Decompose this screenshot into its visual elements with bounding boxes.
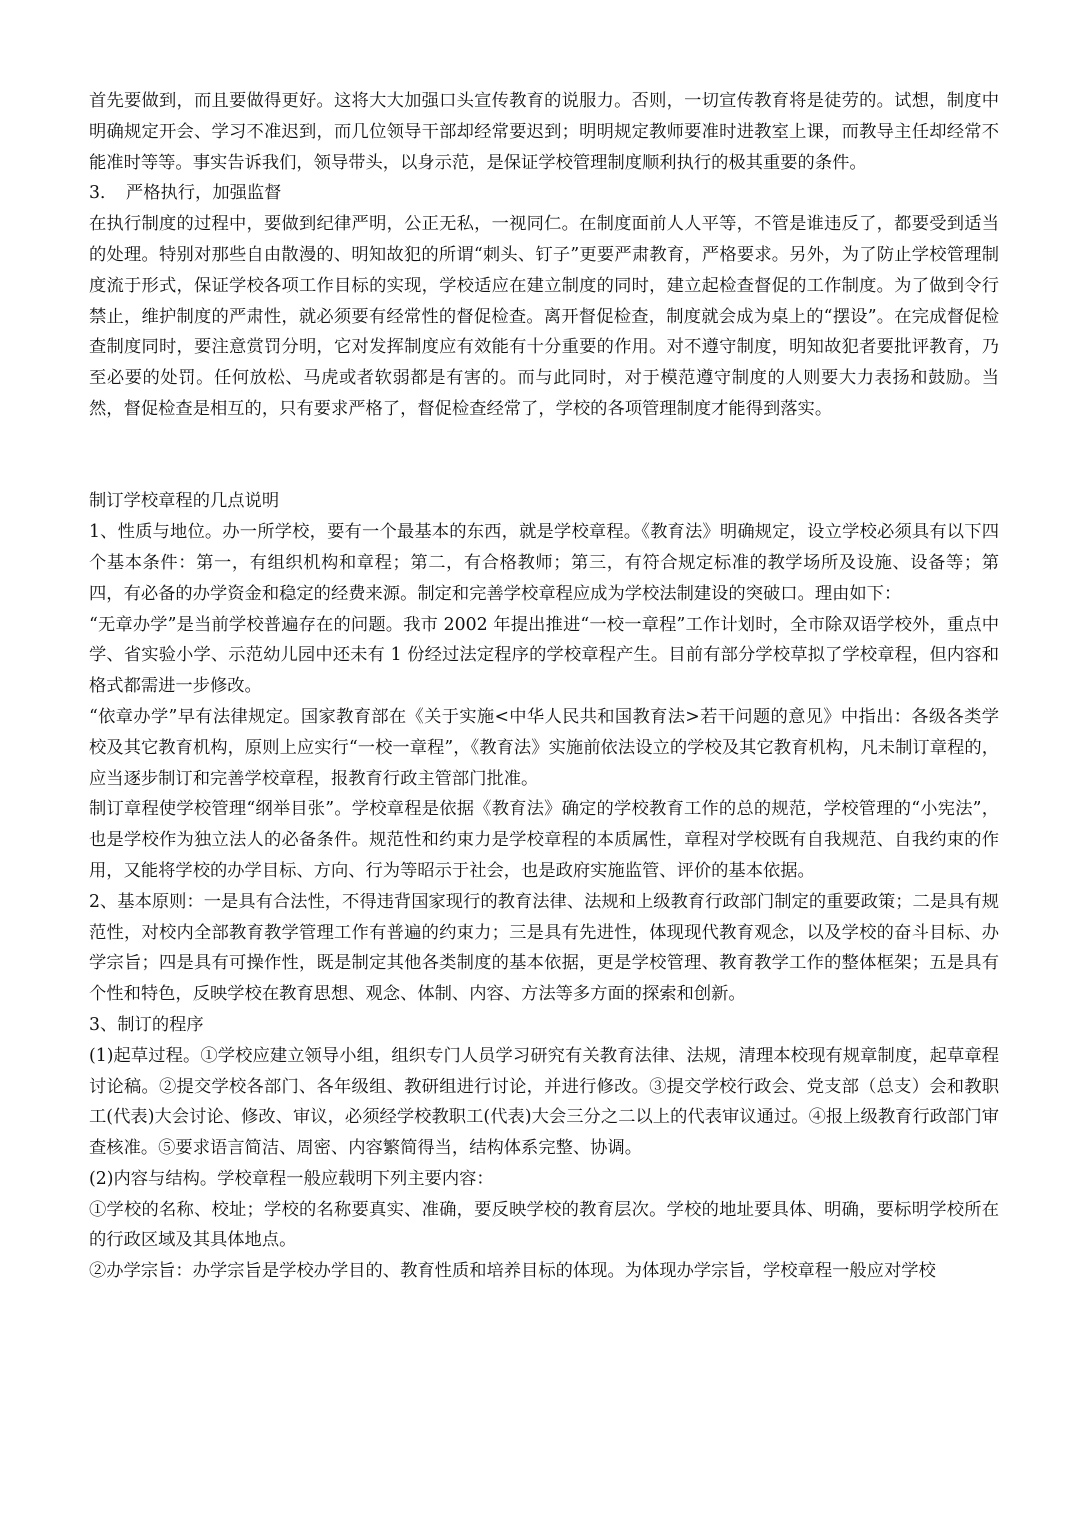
paragraph-legal-basis: “依章办学”早有法律规定。国家教育部在《关于实施<中华人民共和国教育法>若干问题的意见》中指出：各级各类学校及其它教育机构，原则上应实行“一校一章程”，《教育法》实施前依法设立的学校及其它教育机构，凡未制订章程的，应当逐步制订和完善学校章程，报教育行政主管部门批准。 — [89, 706, 999, 789]
paragraph-no-charter: “无章办学”是当前学校普遍存在的问题。我市 2002 年提出推进“一校一章程”工作计划时，全市除双语学校外，重点中学、省实验小学、示范幼儿园中还未有 1 份经过法定程序的学校章程产生。目前有部分学校草拟了学校章程，但内容和格式都需进一步修改。 — [89, 614, 999, 697]
paragraph-supervision: 在执行制度的过程中，要做到纪律严明，公正无私，一视同仁。在制度面前人人平等，不管是谁违反了，都要受到适当的处理。特别对那些自由散漫的、明知故犯的所谓“刺头、钉子”更要严肃教育，严格要求。另外，为了防止学校管理制度流于形式，保证学校各项工作目标的实现，学校适应在建立制度的同时，建立起检查督促的工作制度。为了做到令行禁止，维护制度的严肃性，就必须要有经常性的督促检查。离开督促检查，制度就会成为桌上的“摆设”。在完成督促检查制度同时，要注意赏罚分明，它对发挥制度应有效能有十分重要的作用。对不遵守制度，明知故犯者要批评教育，乃至必要的处罚。任何放松、马虎或者软弱都是有害的。而与此同时，对于模范遵守制度的人则要大力表扬和鼓励。当然，督促检查是相互的，只有要求严格了，督促检查经常了，学校的各项管理制度才能得到落实。 — [89, 214, 999, 419]
paragraph-basic-principles: 2、基本原则：一是具有合法性，不得违背国家现行的教育法律、法规和上级教育行政部门制定的重要政策；二是具有规范性，对校内全部教育教学管理工作有普遍的约束力；三是具有先进性，体现现代教育观念，以及学校的奋斗目标、办学宗旨；四是具有可操作性，既是制定其他各类制度的基本依据，更是学校管理、教育教学工作的整体框架；五是具有个性和特色，反映学校在教育思想、观念、体制、内容、方法等多方面的探索和创新。 — [89, 891, 999, 1005]
paragraph-leadership-example: 首先要做到，而且要做得更好。这将大大加强口头宣传教育的说服力。否则，一切宣传教育将是徒劳的。试想，制度中明确规定开会、学习不准迟到，而几位领导干部却经常要迟到；明明规定教师要准时进教室上课，而教导主任却经常不能准时等等。事实告诉我们，领导带头，以身示范，是保证学校管理制度顺利执行的极其重要的条件。 — [89, 91, 999, 173]
section-heading-strict-execution: 3． 严格执行，加强监督 — [89, 183, 282, 204]
paragraph-name-address: ①学校的名称、校址；学校的名称要真实、准确，要反映学校的教育层次。学校的地址要具体、明确，要标明学校所在的行政区域及其具体地点。 — [89, 1199, 999, 1251]
document-subtitle: 制订学校章程的几点说明 — [89, 491, 280, 512]
document-body — [89, 86, 999, 1287]
paragraph-content-structure: (2)内容与结构。学校章程一般应载明下列主要内容： — [89, 1168, 494, 1189]
section-heading-procedure: 3、制订的程序 — [89, 1014, 204, 1035]
paragraph-school-purpose: ②办学宗旨：办学宗旨是学校办学目的、教育性质和培养目标的体现。为体现办学宗旨，学校章程一般应对学校 — [89, 1261, 936, 1282]
paragraph-management: 制订章程使学校管理“纲举目张”。学校章程是依据《教育法》确定的学校教育工作的总的规范，学校管理的“小宪法”，也是学校作为独立法人的必备条件。规范性和约束力是学校章程的本质属性，章程对学校既有自我规范、自我约束的作用，又能将学校的办学目标、方向、行为等昭示于社会，也是政府实施监管、评价的基本依据。 — [89, 799, 999, 881]
section-spacer — [89, 425, 999, 487]
paragraph-drafting-process: (1)起草过程。①学校应建立领导小组，组织专门人员学习研究有关教育法律、法规，清理本校现有规章制度，起草章程讨论稿。②提交学校各部门、各年级组、教研组进行讨论，并进行修改。③提交学校行政会、党支部（总支）会和教职工(代表)大会讨论、修改、审议，必须经学校教职工(代表)大会三分之二以上的代表审议通过。④报上级教育行政部门审查核准。⑤要求语言简洁、周密、内容繁简得当，结构体系完整、协调。 — [89, 1045, 999, 1159]
paragraph-nature-status: 1、性质与地位。办一所学校，要有一个最基本的东西，就是学校章程。《教育法》明确规定，设立学校必须具有以下四个基本条件：第一，有组织机构和章程；第二，有合格教师；第三，有符合规定标准的教学场所及设施、设备等；第四，有必备的办学资金和稳定的经费来源。制定和完善学校章程应成为学校法制建设的突破口。理由如下： — [89, 522, 999, 604]
